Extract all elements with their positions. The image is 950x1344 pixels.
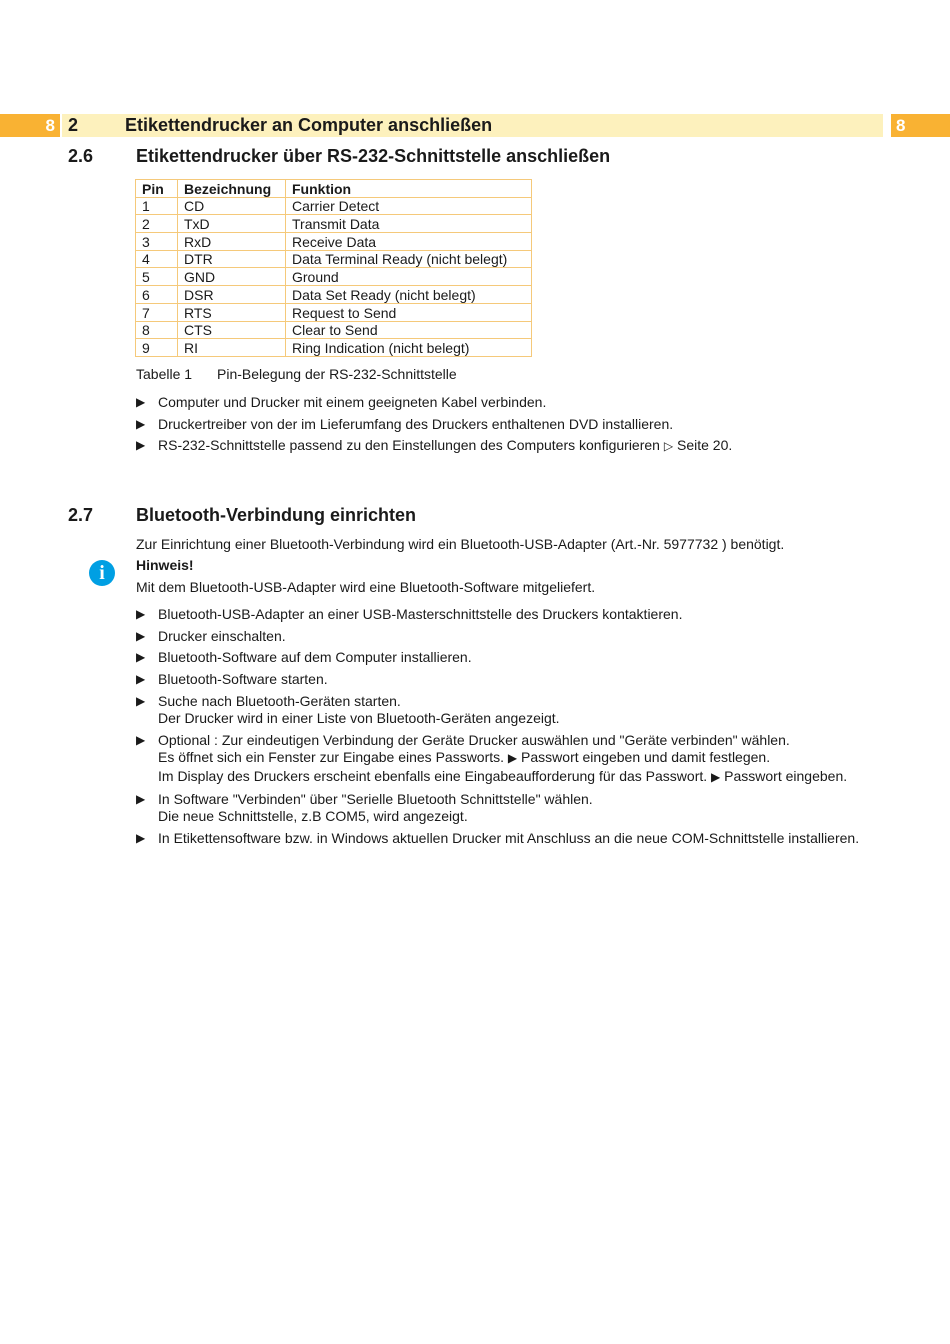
function-cell: Carrier Detect (286, 197, 532, 215)
bullet-arrow-icon: ▶ (136, 732, 146, 747)
inline-arrow-icon: ▶ (507, 751, 518, 766)
chapter-title: Etikettendrucker an Computer anschließen (125, 115, 493, 135)
table-row (136, 321, 532, 339)
designation-cell: CTS (178, 321, 286, 339)
function-cell: Ground (286, 268, 532, 286)
list-item (136, 693, 859, 728)
table-header-bezeichnung: Bezeichnung (178, 180, 286, 198)
table-row (136, 215, 532, 233)
pin-cell: 6 (136, 286, 178, 304)
bullet-arrow-icon: ▶ (136, 830, 146, 845)
table-header-pin: Pin (136, 180, 178, 198)
page-number-right: 8 (891, 114, 950, 137)
list-item (136, 416, 732, 434)
list-item (136, 628, 859, 646)
designation-cell: RxD (178, 233, 286, 251)
step-text: Computer und Drucker mit einem geeigneten Kabel verbinden. (158, 394, 547, 410)
pin-cell: 3 (136, 233, 178, 251)
step-text: Bluetooth-USB-Adapter an einer USB-Masterschnittstelle des Druckers kontaktieren. (158, 606, 683, 622)
step-subline (158, 749, 859, 768)
designation-cell: GND (178, 268, 286, 286)
table-row (136, 268, 532, 286)
list-item (136, 791, 859, 826)
pin-cell: 8 (136, 321, 178, 339)
bluetooth-steps-list (136, 606, 859, 852)
step-text: Optional : Zur eindeutigen Verbindung der Geräte Drucker auswählen und "Geräte verbinden" wählen. (158, 731, 790, 748)
table-caption-label: Tabelle 1 (136, 366, 193, 382)
note-title: Hinweis! (136, 557, 194, 573)
cross-reference-link[interactable]: Seite 20. (676, 437, 733, 454)
table-row (136, 233, 532, 251)
table-caption (136, 366, 457, 382)
table-caption-text: Pin-Belegung der RS-232-Schnittstelle (217, 366, 457, 382)
step-subtext: Passwort eingeben und damit festlegen. (521, 749, 771, 766)
bullet-arrow-icon: ▶ (136, 416, 146, 431)
step-text: In Etikettensoftware bzw. in Windows aktuellen Drucker mit Anschluss an die neue COM-Schnittstelle installieren. (158, 829, 860, 846)
section-title-2-7: Bluetooth-Verbindung einrichten (136, 505, 416, 525)
step-subtext: Es öffnet sich ein Fenster zur Eingabe eines Passworts. (158, 749, 505, 766)
note-text: Mit dem Bluetooth-USB-Adapter wird eine Bluetooth-Software mitgeliefert. (136, 579, 596, 595)
bullet-arrow-icon: ▶ (136, 650, 146, 665)
step-subtext: Im Display des Druckers erscheint ebenfalls eine Eingabeaufforderung für das Passwort. (158, 767, 708, 784)
step-text: Suche nach Bluetooth-Geräten starten. (158, 692, 401, 709)
designation-cell: TxD (178, 215, 286, 233)
table-row (136, 286, 532, 304)
table-header-funktion: Funktion (286, 180, 532, 198)
section-title-2-6: Etikettendrucker über RS-232-Schnittstelle anschließen (136, 146, 611, 166)
table-row (136, 339, 532, 357)
designation-cell: RI (178, 339, 286, 357)
chapter-number: 2 (68, 115, 79, 135)
bullet-arrow-icon: ▶ (136, 672, 146, 687)
bullet-arrow-icon: ▶ (136, 607, 146, 621)
list-item (136, 732, 859, 787)
info-icon: i (89, 560, 115, 586)
bullet-arrow-icon: ▶ (136, 791, 146, 806)
step-text: In Software "Verbinden" über "Serielle Bluetooth Schnittstelle" wählen. (158, 790, 593, 807)
pin-cell: 7 (136, 303, 178, 321)
cross-reference-arrow-icon: ▷ (663, 439, 674, 454)
section-number-2-6: 2.6 (68, 146, 94, 166)
step-text: Bluetooth-Software starten. (158, 671, 328, 688)
list-item (136, 606, 859, 624)
designation-cell: CD (178, 197, 286, 215)
designation-cell: DSR (178, 286, 286, 304)
function-cell: Ring Indication (nicht belegt) (286, 339, 532, 357)
section-number-2-7: 2.7 (68, 505, 94, 525)
bullet-arrow-icon: ▶ (136, 693, 146, 708)
step-text: Drucker einschalten. (158, 627, 286, 644)
step-subline (158, 768, 859, 787)
pin-cell: 5 (136, 268, 178, 286)
pin-cell: 2 (136, 215, 178, 233)
table-row (136, 197, 532, 215)
list-item (136, 437, 732, 456)
pin-cell: 1 (136, 197, 178, 215)
function-cell: Data Set Ready (nicht belegt) (286, 286, 532, 304)
table-row (136, 303, 532, 321)
rs232-steps-list (136, 394, 732, 460)
designation-cell: DTR (178, 250, 286, 268)
step-subtext: Passwort eingeben. (724, 767, 848, 784)
bullet-arrow-icon: ▶ (136, 628, 146, 643)
step-result-text: Der Drucker wird in einer Liste von Bluetooth-Geräten angezeigt. (158, 710, 560, 727)
list-item (136, 830, 859, 848)
step-text: Druckertreiber von der im Lieferumfang des Druckers enthaltenen DVD installieren. (158, 415, 674, 432)
function-cell: Data Terminal Ready (nicht belegt) (286, 250, 532, 268)
step-result-text: Die neue Schnittstelle, z.B COM5, wird angezeigt. (158, 808, 468, 825)
page-number-left: 8 (0, 114, 60, 137)
table-header-row (136, 180, 532, 198)
list-item (136, 649, 859, 667)
bullet-arrow-icon: ▶ (136, 395, 146, 409)
step-text: Bluetooth-Software auf dem Computer installieren. (158, 649, 472, 666)
step-text: RS-232-Schnittstelle passend zu den Einstellungen des Computers konfigurieren (158, 437, 660, 454)
pin-cell: 9 (136, 339, 178, 357)
designation-cell: RTS (178, 303, 286, 321)
table-row (136, 250, 532, 268)
function-cell: Request to Send (286, 303, 532, 321)
pin-cell: 4 (136, 250, 178, 268)
function-cell: Transmit Data (286, 215, 532, 233)
bullet-arrow-icon: ▶ (136, 438, 146, 453)
function-cell: Clear to Send (286, 321, 532, 339)
list-item (136, 671, 859, 689)
bluetooth-intro-text: Zur Einrichtung einer Bluetooth-Verbindung wird ein Bluetooth-USB-Adapter (Art.-Nr. 5977732 ) benötigt. (136, 536, 785, 552)
function-cell: Receive Data (286, 233, 532, 251)
list-item (136, 394, 732, 412)
pin-assignment-table (135, 179, 532, 357)
inline-arrow-icon: ▶ (711, 769, 721, 784)
